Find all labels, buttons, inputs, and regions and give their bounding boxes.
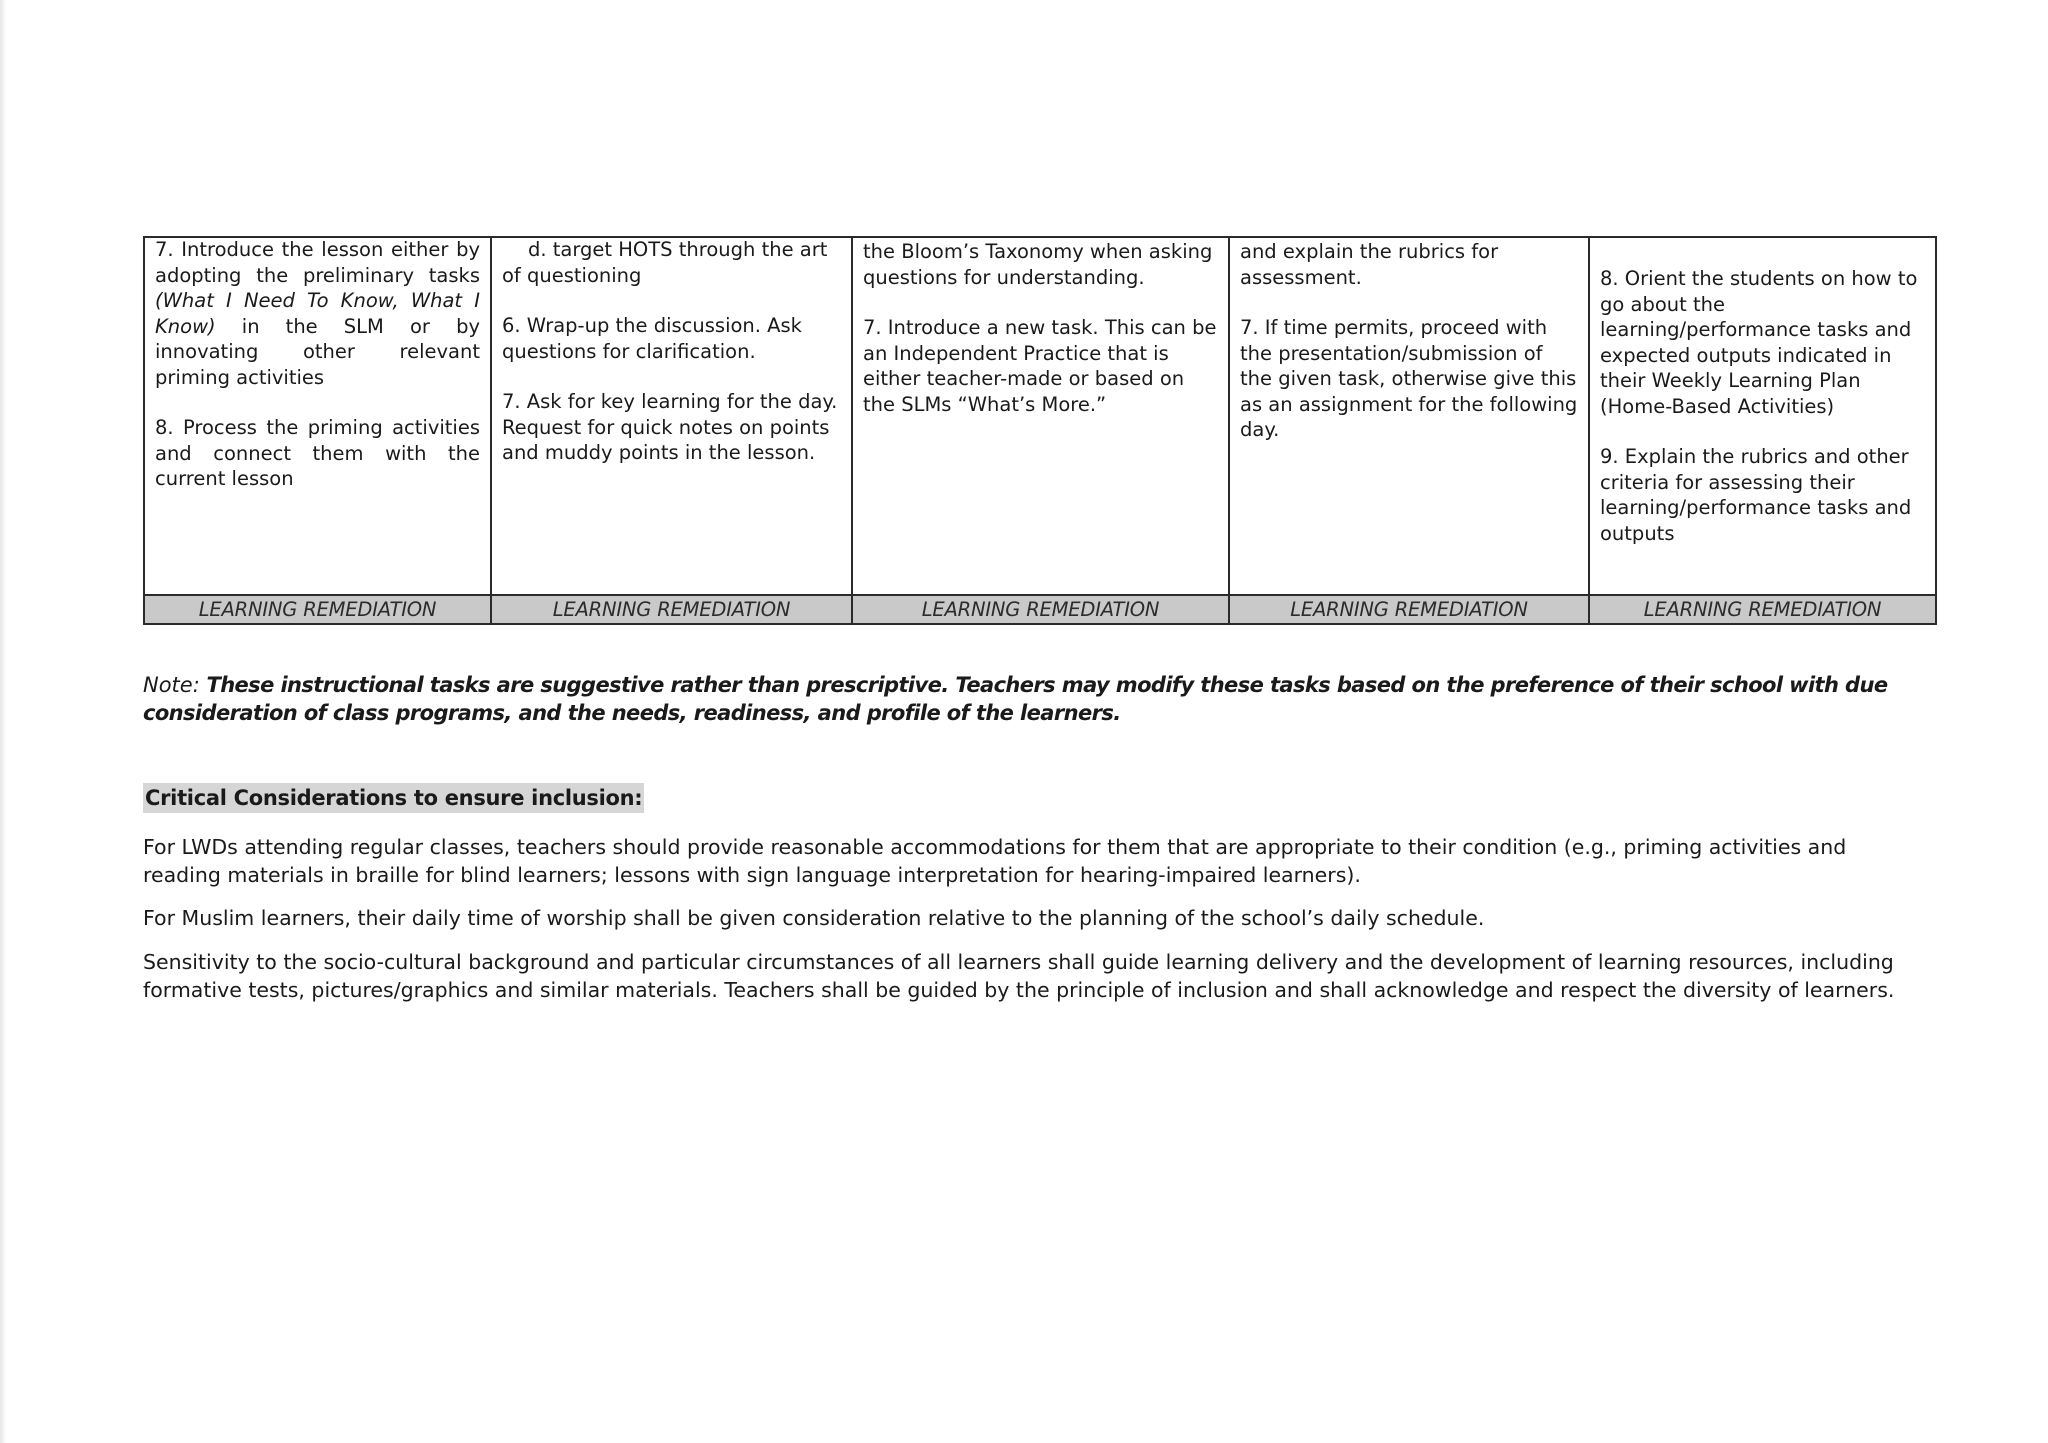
cell-text-block: 7. Ask for key learning for the day. Request for quick notes on points and muddy points in the lesson.	[502, 390, 838, 464]
remediation-label: LEARNING REMEDIATION	[491, 595, 852, 624]
lesson-plan-table	[143, 236, 1937, 625]
note-prefix: Note:	[143, 673, 207, 697]
inclusion-paragraph-muslim-learners: For Muslim learners, their daily time of worship shall be given consideration relative to the planning of the school’s daily schedule.	[143, 906, 1485, 930]
inclusion-paragraph-sensitivity: Sensitivity to the socio-cultural background and particular circumstances of all learners shall guide learning delivery and the development of learning resources, including formative tests, pictures/graphics and similar materials. Teachers shall be guided by the principle of inclusion and shall acknowledge and respect the diversity of learners.	[143, 950, 1895, 1002]
cell-text-block: 8. Orient the students on how to go about the learning/performance tasks and expected outputs indicated in their Weekly Learning Plan (Home-Based Activities)	[1600, 267, 1918, 418]
cell-text-block: 7. If time permits, proceed with the presentation/submission of the given task, otherwise give this as an assignment for the following day.	[1240, 316, 1578, 441]
cell-text-block: 9. Explain the rubrics and other criteria for assessing their learning/performance tasks and outputs	[1600, 445, 1912, 545]
cell-text-block: d. target HOTS through the art of questioning	[502, 238, 828, 287]
table-row-remediation	[144, 595, 1936, 624]
table-cell-col-2	[491, 237, 852, 595]
cell-text-block: the Bloom’s Taxonomy when asking questions for understanding.	[863, 240, 1213, 289]
cell-text-block: 8. Process the priming activities and connect them with the current lesson	[155, 416, 480, 490]
cell-text-block: 6. Wrap-up the discussion. Ask questions for clarification.	[502, 314, 802, 363]
table-cell-col-4	[1229, 237, 1589, 595]
instructional-note	[143, 671, 1923, 727]
table-cell-col-5	[1589, 237, 1936, 595]
table-row-tasks	[144, 237, 1936, 595]
table-cell-col-1	[144, 237, 491, 595]
page-edge-shadow	[0, 0, 6, 1443]
remediation-label: LEARNING REMEDIATION	[1229, 595, 1589, 624]
remediation-label: LEARNING REMEDIATION	[144, 595, 491, 624]
cell-text-block: and explain the rubrics for assessment.	[1240, 240, 1499, 289]
remediation-label: LEARNING REMEDIATION	[1589, 595, 1936, 624]
critical-considerations-heading: Critical Considerations to ensure inclusion:	[143, 783, 644, 813]
cell-text-block: 7. Introduce the lesson either by adopting the preliminary tasks (What I Need To Know, What I Know) in the SLM or by innovating other relevant priming activities	[155, 238, 480, 389]
note-body: These instructional tasks are suggestive rather than prescriptive. Teachers may modify these tasks based on the preference of their school with due consideration of class programs, and the needs, readiness, and profile of the learners.	[143, 673, 1888, 725]
cell-text-block: 7. Introduce a new task. This can be an Independent Practice that is either teacher-made or based on the SLMs “What’s More.”	[863, 316, 1217, 416]
cell-italic-text: (What I Need To Know, What I Know)	[155, 289, 480, 338]
remediation-label: LEARNING REMEDIATION	[852, 595, 1229, 624]
table-cell-col-3	[852, 237, 1229, 595]
inclusion-paragraph-lwds: For LWDs attending regular classes, teachers should provide reasonable accommodations for them that are appropriate to their condition (e.g., priming activities and reading materials in braille for blind learners; lessons with sign language interpretation for hearing-impaired learners).	[143, 835, 1847, 887]
